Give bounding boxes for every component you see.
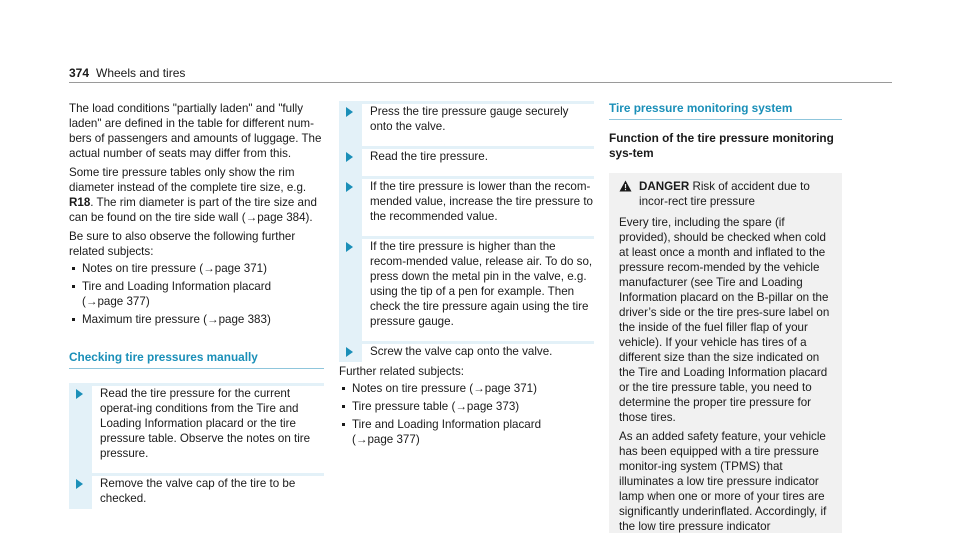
danger-paragraph: Every tire, including the spare (if provided), should be checked when cold at least once a month and inflated to the pressure recom-mended by the vehicle manufacturer (see Tire and Loading Information placard on the B-pillar on the driver’s side or the tire pres-sure label on the inside of the fuel filler flap of your vehicle). If your vehicle has tires of a different size than the size indicated on the Tire and Loading Information placard or the tire pressure table, you need to determine the proper tire pressure for those tires. <box>619 216 830 424</box>
rim-diameter-paragraph <box>69 165 324 225</box>
rim-text-a: Some tire pressure tables only show the rim diameter instead of the complete tire size, e.g. <box>69 166 307 194</box>
page-reference[interactable]: (→ page 384). <box>242 211 313 224</box>
column-middle <box>339 101 594 450</box>
danger-warning-box <box>609 173 842 533</box>
list-item <box>69 261 324 276</box>
danger-header <box>619 179 834 209</box>
step-text: If the tire pressure is lower than the recom-mended value, increase the tire pressure to the recommended value. <box>362 179 594 236</box>
instruction-step <box>69 473 324 509</box>
column-right <box>609 101 842 533</box>
checking-pressures-heading: Checking tire pressures manually <box>69 350 324 369</box>
tpms-heading: Tire pressure monitoring system <box>609 101 842 120</box>
step-text: Press the tire pressure gauge securely onto the valve. <box>362 104 594 146</box>
step-text: Screw the valve cap onto the valve. <box>362 344 594 362</box>
observe-paragraph: Be sure to also observe the following further related subjects: <box>69 230 296 258</box>
step-arrow-icon <box>69 476 92 509</box>
step-text: Remove the valve cap of the tire to be checked. <box>92 476 324 509</box>
instruction-step <box>339 146 594 176</box>
page-reference[interactable]: (→ page 371) <box>469 382 537 395</box>
list-item <box>339 399 594 414</box>
list-item <box>69 312 324 327</box>
further-subjects-label: Further related subjects: <box>339 365 465 378</box>
section-title: Wheels and tires <box>96 66 186 80</box>
instruction-step <box>339 236 594 341</box>
page-reference[interactable]: (→ page 383) <box>203 313 271 326</box>
page-reference[interactable]: (→ page 371) <box>199 262 267 275</box>
bullet-text: Tire pressure table <box>352 400 452 413</box>
column-left <box>69 101 324 509</box>
step-arrow-icon <box>339 149 362 176</box>
bullet-text: Notes on tire pressure <box>82 262 200 275</box>
warning-triangle-icon <box>619 180 632 192</box>
instruction-step <box>339 341 594 362</box>
list-item <box>69 279 324 309</box>
page-reference[interactable]: (→ page 377) <box>352 433 420 446</box>
step-text: If the tire pressure is higher than the recom-mended value, release air. To do so, press down the metal pin in the valve, e.g. using the tip of a pen for example. Then check the tire pressure again using the tire pressure gauge. <box>362 239 594 341</box>
danger-label: DANGER <box>639 180 690 193</box>
step-text: Read the tire pressure. <box>362 149 594 176</box>
step-arrow-icon <box>339 104 362 146</box>
page-reference[interactable]: (→ page 373) <box>451 400 519 413</box>
step-arrow-icon <box>339 179 362 236</box>
function-title: Function of the tire pressure monitoring sys-tem <box>609 131 834 160</box>
related-subjects-list <box>69 261 324 327</box>
list-item <box>339 381 594 396</box>
step-text: Read the tire pressure for the current operat-ing conditions from the Tire and Loading Information placard or the tire pressure table. Observe the notes on tire pressure. <box>92 386 324 473</box>
rim-text-b: . The rim diameter is part of the tire size and can be found on the tire side wall <box>69 196 317 224</box>
instruction-step <box>69 383 324 473</box>
bullet-text: Tire and Loading Information placard <box>82 280 272 293</box>
bullet-text: Tire and Loading Information placard <box>352 418 542 431</box>
bullet-text: Maximum tire pressure <box>82 313 204 326</box>
load-conditions-paragraph: The load conditions "partially laden" and "fully laden" are defined in the table for different num-bers of passengers and amounts of luggage. The actual number of seats may differ from this. <box>69 102 322 160</box>
danger-summary: Risk of accident due to incor-rect tire pressure <box>639 180 810 208</box>
page-header <box>69 60 892 82</box>
instruction-step <box>339 101 594 146</box>
step-arrow-icon <box>69 386 92 473</box>
bullet-text: Notes on tire pressure <box>352 382 470 395</box>
further-subjects-list <box>339 381 594 447</box>
step-arrow-icon <box>339 344 362 362</box>
page-reference[interactable]: (→ page 377) <box>82 295 150 308</box>
page-number: 374 <box>69 66 90 80</box>
instruction-step <box>339 176 594 236</box>
header-divider <box>69 82 892 83</box>
danger-paragraph: As an added safety feature, your vehicle has been equipped with a tire pressure monitor-ing system (TPMS) that illuminates a low tire pressure indicator lamp when one or more of your tires are significantly underinflated. Accordingly, if the low tire pressure indicator <box>619 430 827 533</box>
list-item <box>339 417 594 447</box>
step-arrow-icon <box>339 239 362 341</box>
rim-size-example: R18 <box>69 196 91 209</box>
